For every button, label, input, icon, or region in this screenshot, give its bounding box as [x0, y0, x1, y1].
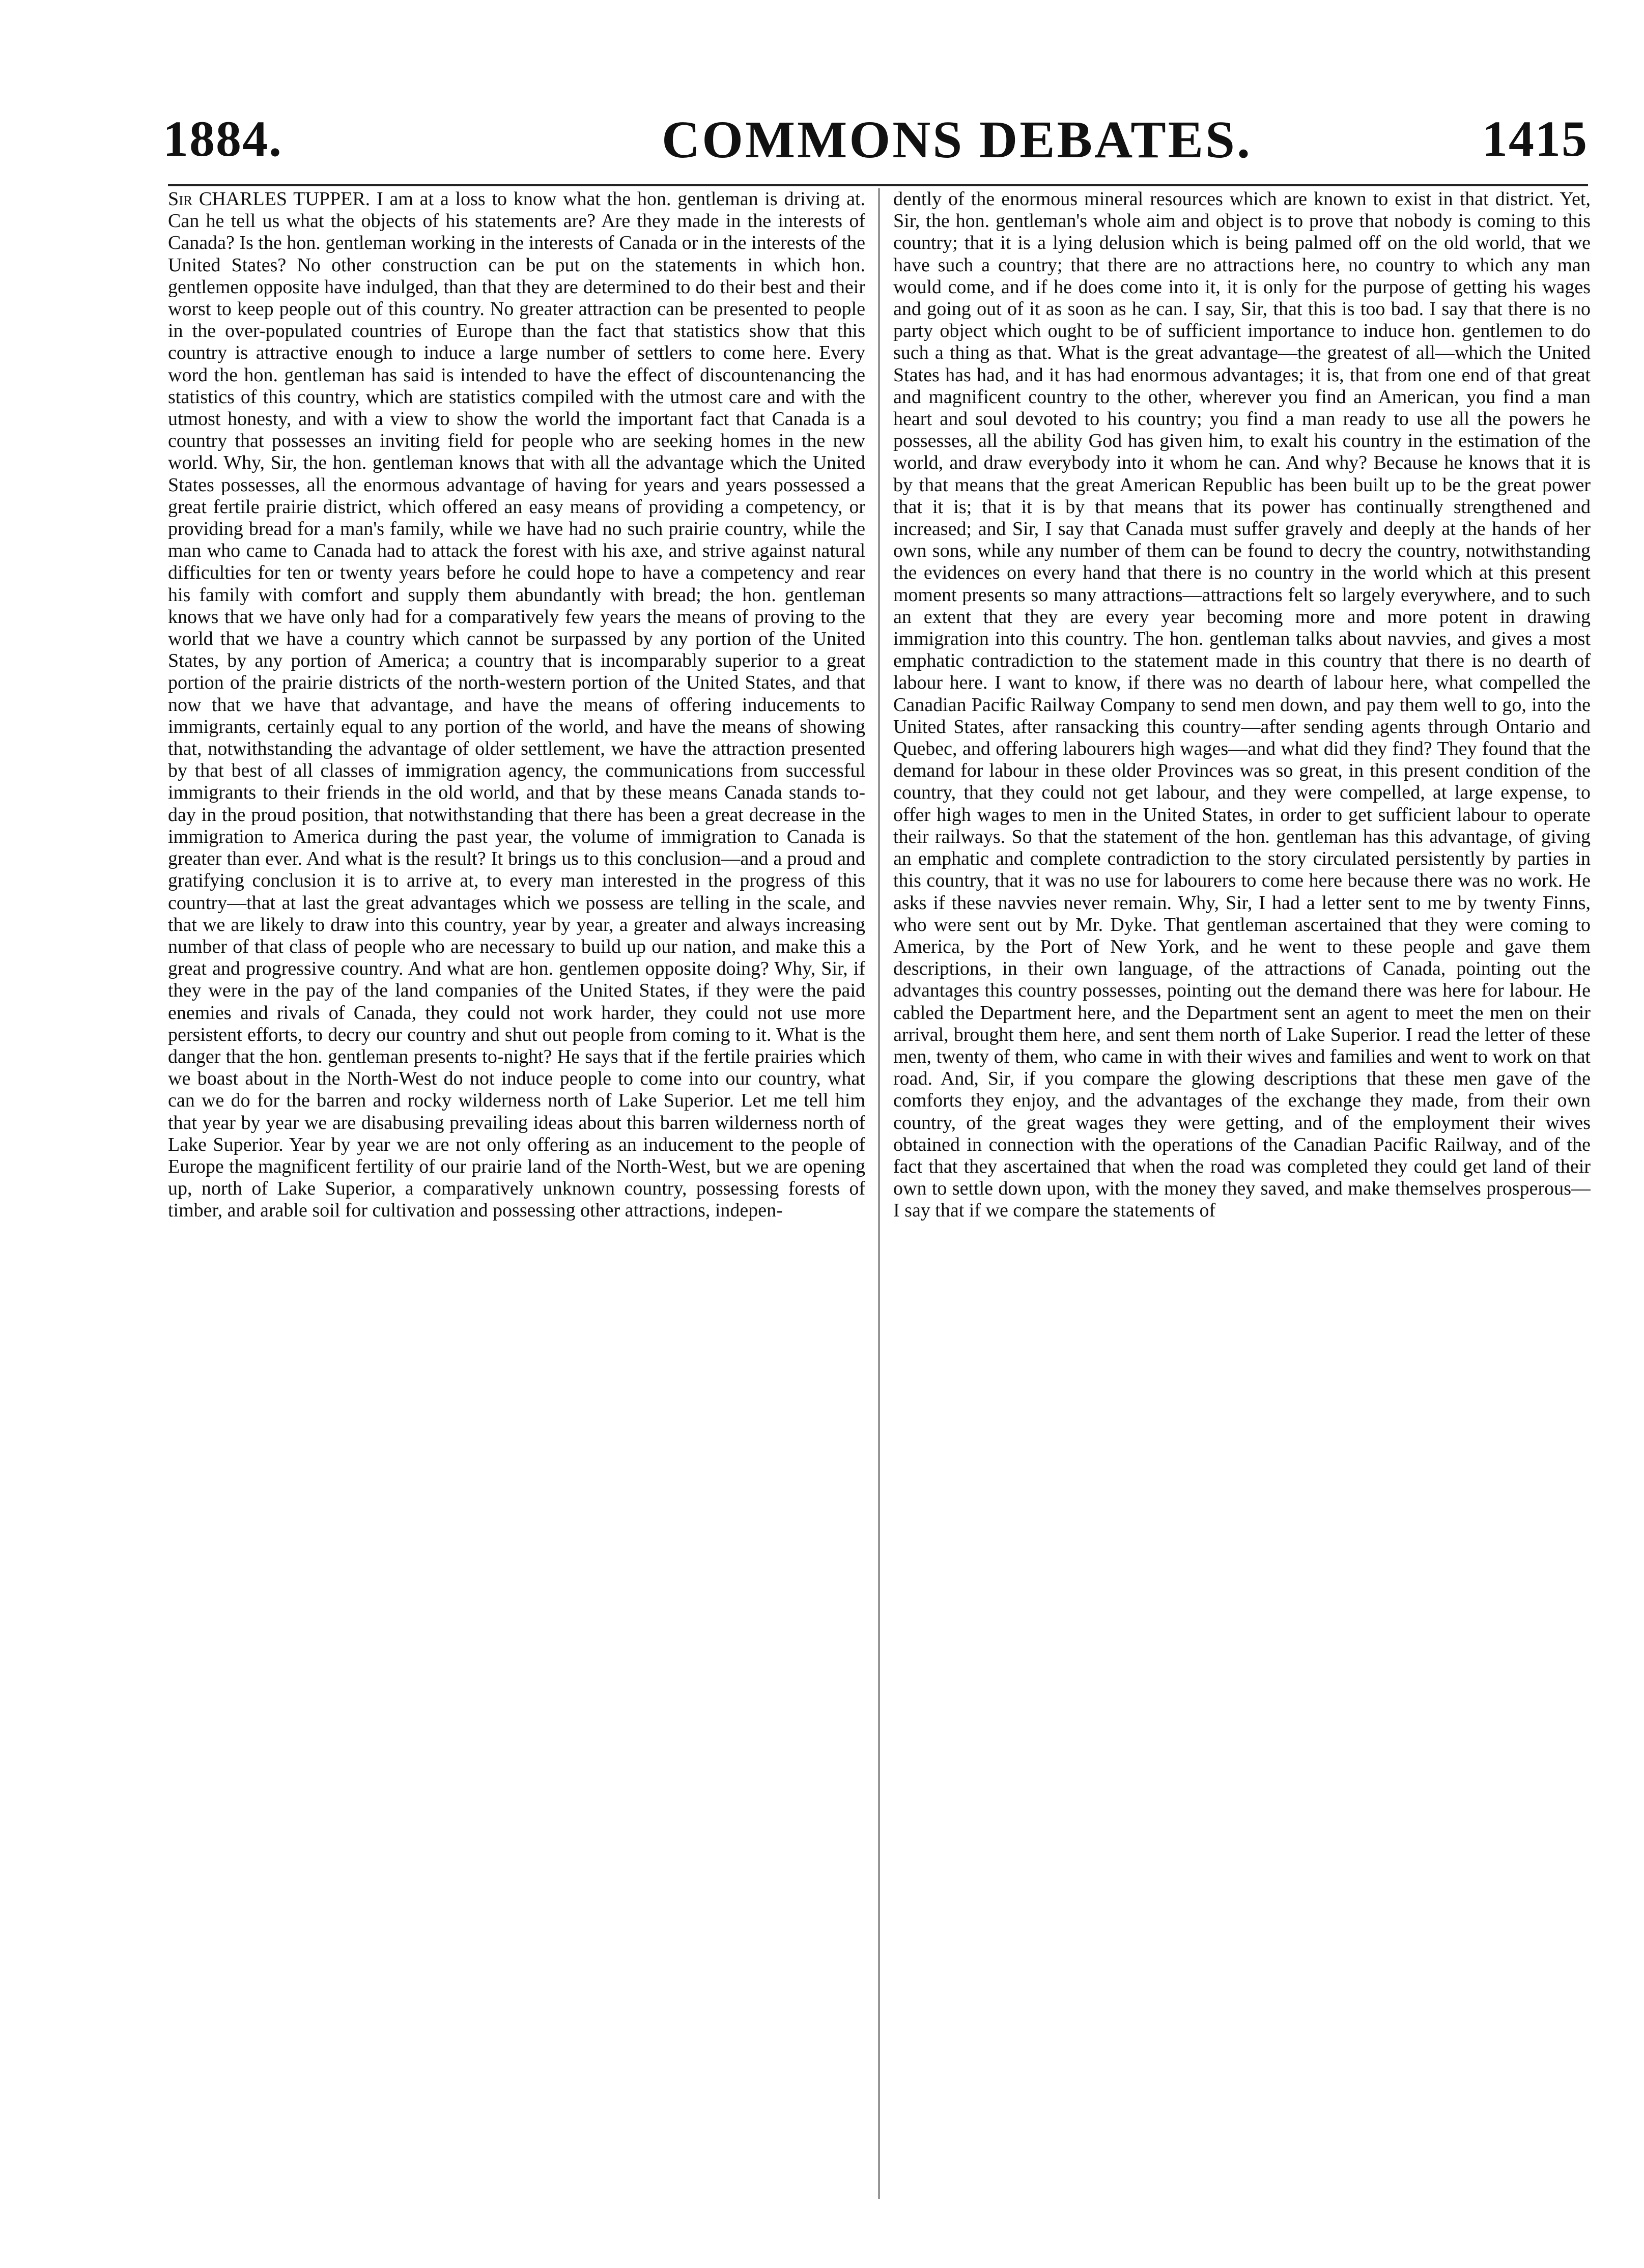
page-header — [163, 109, 1588, 171]
speaker-name: Sir CHARLES TUPPER. — [168, 188, 371, 210]
header-rule — [168, 184, 1588, 186]
right-column — [893, 188, 1591, 2199]
right-paragraph-text: dently of the enormous mineral resources which are known to exist in that district. Yet, Sir, the hon. gentleman's whole aim and object is to prove that nobody is coming to this country; that it is a lying delusion which is being palmed off on the old world, that we have such a country; that there are no attractions here, no country to which any man would come, and if he does come into it, it is only for the purpose of getting his wages and going out of it as soon as he can. I say, Sir, that this is too bad. I say that there is no party object which ought to be of sufficient importance to induce hon. gentlemen to do such a thing as that. What is the great advantage—the greatest of all—which the United States has had, and it has had enormous advantages; it is, that from one end of that great and magnificent country to the other, wherever you find an American, you find a man heart and soul devoted to his country; you find a man ready to use all the powers he possesses, all the ability God has given him, to exalt his country in the estimation of the world, and draw everybody into it whom he can. And why? Because he knows that it is by that means that the great American Republic has been built up to be the great power that it is; that it is by that means that its power has continually strengthened and increased; and Sir, I say that Canada must suffer gravely and deeply at the hands of her own sons, while any number of them can be found to decry the country, notwithstanding the evidences on every hand that there is no country in the world which at this present moment presents so many attractions—attractions felt so largely everywhere, and to such an extent that they are every year becoming more and more potent in drawing immigration into this country. The hon. gentleman talks about navvies, and gives a most emphatic contradiction to the statement made in this country that there is no dearth of labour here. I want to know, if there was no dearth of labour here, what compelled the Canadian Pacific Railway Company to send men down, and pay them well to go, into the United States, after ransacking this country—after sending agents through Ontario and Quebec, and offering labourers high wages—and what did they find? They found that the demand for labour in these older Provinces was so great, in this present condition of the country, that they could not get labour, and they were compelled, at large expense, to offer high wages to men in the United States, in order to get sufficient labour to operate their railways. So that the statement of the hon. gentleman has this advantage, of giving an emphatic and complete contradiction to the story circulated persistently by parties in this country, that it was no use for labourers to come here because there was no work. He asks if these navvies never remain. Why, Sir, I had a letter sent to me by twenty Finns, who were sent out by Mr. Dyke. That gentleman ascertained that they were coming to America, by the Port of New York, and he went to these people and gave them descriptions, in their own language, of the attractions of Canada, pointing out the advantages this country possesses, pointing out the demand there was here for labour. He cabled the Department here, and the Department sent an agent to meet the men on their arrival, brought them here, and sent them north of Lake Superior. I read the letter of these men, twenty of them, who came in with their wives and families and went to work on that road. And, Sir, if you compare the glowing descriptions that these men gave of the comforts they enjoy, and the advantages of the exchange they made, from their own country, of the great wages they were getting, and of the employment their wives obtained in connection with the operations of the Canadian Pacific Railway, and of the fact that they ascertained that when the road was completed they could get land of their own to settle down upon, with the money they saved, and make themselves prosperous—I say that if we compare the statements of — [893, 188, 1591, 1222]
header-title: COMMONS DEBATES. — [662, 110, 1252, 169]
header-year: 1884. — [163, 110, 282, 167]
column-divider — [878, 188, 880, 2199]
right-paragraph — [893, 188, 1591, 1222]
header-page-number: 1415 — [1482, 110, 1588, 167]
left-paragraph-text: I am at a loss to know what the hon. gentleman is driving at. Can he tell us what the objects of his statements are? Are they made in the interests of Canada? Is the hon. gentleman working in the interests of Canada or in the interests of the United States? No other construction can be put on the statements in which hon. gentlemen opposite have indulged, than that they are determined to do their best and their worst to keep people out of this country. No greater attraction can be presented to people in the over-populated countries of Europe than the fact that statistics show that this country is attractive enough to induce a large number of settlers to come here. Every word the hon. gentleman has said is intended to have the effect of discountenancing the statistics of this country, which are statistics compiled with the utmost care and with the utmost honesty, and with a view to show the world the important fact that Canada is a country that possesses an inviting field for people who are seeking homes in the new world. Why, Sir, the hon. gentleman knows that with all the advantage which the United States possesses, all the enormous advantage of having for years and years possessed a great fertile prairie district, which offered an easy means of providing a competency, or providing bread for a man's family, while we have had no such prairie country, while the man who came to Canada had to attack the forest with his axe, and strive against natural difficulties for ten or twenty years before he could hope to have a competency and rear his family with comfort and supply them abundantly with bread; the hon. gentleman knows that we have only had for a comparatively few years the means of proving to the world that we have a country which cannot be surpassed by any portion of the United States, by any portion of America; a country that is incomparably superior to a great portion of the prairie districts of the north-western portion of the United States, and that now that we have that advantage, and have the means of offering inducements to immigrants, certainly equal to any portion of the world, and have the means of showing that, notwithstanding the advantage of older settlement, we have the attraction presented by that best of all classes of immigration agency, the communications from successful immigrants to their friends in the old world, and that by these means Canada stands to-day in the proud position, that notwithstanding that there has been a great decrease in the immigration to America during the past year, the volume of immigration to Canada is greater than ever. And what is the result? It brings us to this conclusion—and a proud and gratifying conclusion it is to arrive at, to every man interested in the progress of this country—that at last the great advantages which we possess are telling in the scale, and that we are likely to draw into this country, year by year, a greater and always increasing number of that class of people who are necessary to build up our nation, and make this a great and progressive country. And what are hon. gentlemen opposite doing? Why, Sir, if they were in the pay of the land companies of the United States, if they were the paid enemies and rivals of Canada, they could not work harder, they could not use more persistent efforts, to decry our country and shut out people from coming to it. What is the danger that the hon. gentleman presents to-night? He says that if the fertile prairies which we boast about in the North-West do not induce people to come into our country, what can we do for the barren and rocky wilderness north of Lake Superior. Let me tell him that year by year we are disabusing prevailing ideas about this barren wilderness north of Lake Superior. Year by year we are not only offering as an inducement to the people of Europe the magnificent fertility of our prairie land of the North-West, but we are opening up, north of Lake Superior, a comparatively unknown country, possessing forests of timber, and arable soil for cultivation and possessing other attractions, indepen- — [168, 188, 865, 1222]
left-paragraph — [168, 188, 865, 1222]
left-column — [168, 188, 865, 2199]
